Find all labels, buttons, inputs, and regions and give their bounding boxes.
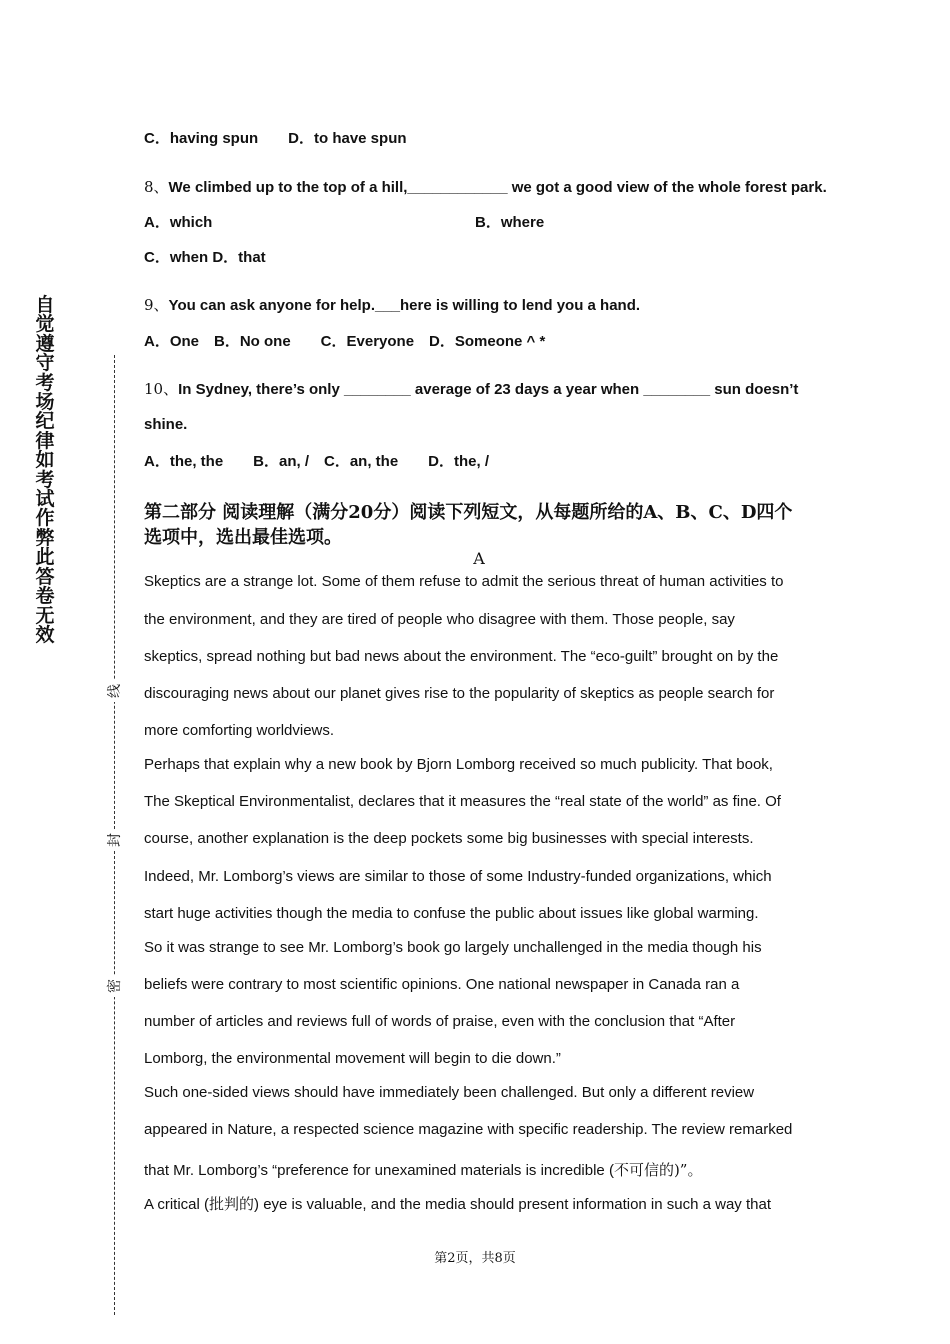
passage-line: the environment, and they are tired of people who disagree with them. Those people, say <box>144 611 735 628</box>
passage-line-cn: 不可信的 <box>613 1161 674 1179</box>
section2-heading-line2: 选项中，选出最佳选项。 <box>144 527 342 548</box>
q8-options-cd: C．when D．that <box>144 249 266 266</box>
passage-line: start huge activities though the media to confuse the public about issues like global warming. <box>144 905 759 922</box>
binding-label-feng: 封 <box>104 829 126 851</box>
passage-line-text: that Mr. Lomborg’s “preference for unexamined materials is incredible ( <box>144 1162 614 1179</box>
q9-number: 9、 <box>144 296 169 314</box>
q7-options-cd: C．having spun D．to have spun <box>144 130 407 147</box>
passage-line: Skeptics are a strange lot. Some of them refuse to admit the serious threat of human activities to <box>144 573 784 590</box>
passage-line <box>144 1193 771 1214</box>
page-footer: 第2页，共8页 <box>434 1251 516 1266</box>
passage-line: skeptics, spread nothing but bad news about the environment. The “eco-guilt” brought on by the <box>144 648 779 665</box>
passage-line: Indeed, Mr. Lomborg’s views are similar to those of some Industry-funded organizations, which <box>144 868 772 885</box>
passage-line: more comforting worldviews. <box>144 722 335 739</box>
q10-options: A．the, the B．an, / C．an, the D．the, / <box>144 453 490 470</box>
binding-label-xian: 线 <box>104 680 126 702</box>
q9-options: A．One B．No one C．Everyone D．Someone ^ * <box>144 333 546 350</box>
q9-text: You can ask anyone for help.___here is willing to lend you a hand. <box>168 297 641 314</box>
section2-heading-line1: 第二部分 阅读理解（满分20分）阅读下列短文，从每题所给的A、B、C、D四个 <box>144 502 793 523</box>
passage-line-cn: 批判的 <box>209 1195 255 1213</box>
q10-text-line1: In Sydney, there’s only ________ average of 23 days a year when ________ sun doesn’t <box>178 381 799 398</box>
passage-line: Perhaps that explain why a new book by Bjorn Lomborg received so much publicity. That book, <box>144 756 773 773</box>
exam-discipline-notice: 自觉遵守考场纪律如考试作弊此答卷无效 <box>35 294 55 646</box>
passage-line: Such one-sided views should have immediately been challenged. But only a different review <box>144 1084 755 1101</box>
passage-line: The Skeptical Environmentalist, declares that it measures the “real state of the world” as fine. Of <box>144 793 781 810</box>
passage-line: Lomborg, the environmental movement will begin to die down.” <box>144 1050 561 1067</box>
q9-stem <box>144 294 640 315</box>
passage-line: appeared in Nature, a respected science magazine with specific readership. The review remarked <box>144 1121 793 1138</box>
q8-text: We climbed up to the top of a hill,____________ we got a good view of the whole forest park. <box>168 179 827 196</box>
passage-line: course, another explanation is the deep pockets some big businesses with special interests. <box>144 830 754 847</box>
q10-stem <box>144 378 798 399</box>
q8-stem <box>144 176 827 197</box>
passage-line: discouraging news about our planet gives rise to the popularity of skeptics as people search for <box>144 685 775 702</box>
q8-number: 8、 <box>144 178 169 196</box>
passage-line-text: ) eye is valuable, and the media should present information in such a way that <box>254 1196 771 1213</box>
passage-line-text: A critical ( <box>144 1196 210 1213</box>
q10-text-line2: shine. <box>144 416 188 433</box>
passage-line <box>144 1159 702 1180</box>
passage-line-text: )”。 <box>673 1161 703 1179</box>
q10-number: 10、 <box>144 380 179 398</box>
passage-title: A <box>473 549 485 568</box>
q8-option-b: B．where <box>475 214 545 231</box>
passage-line: So it was strange to see Mr. Lomborg’s book go largely unchallenged in the media though his <box>144 939 762 956</box>
binding-label-mi: 密 <box>104 975 126 997</box>
passage-line: number of articles and reviews full of words of praise, even with the conclusion that “After <box>144 1013 736 1030</box>
passage-line: beliefs were contrary to most scientific opinions. One national newspaper in Canada ran a <box>144 976 740 993</box>
q8-option-a: A．which <box>144 214 213 231</box>
